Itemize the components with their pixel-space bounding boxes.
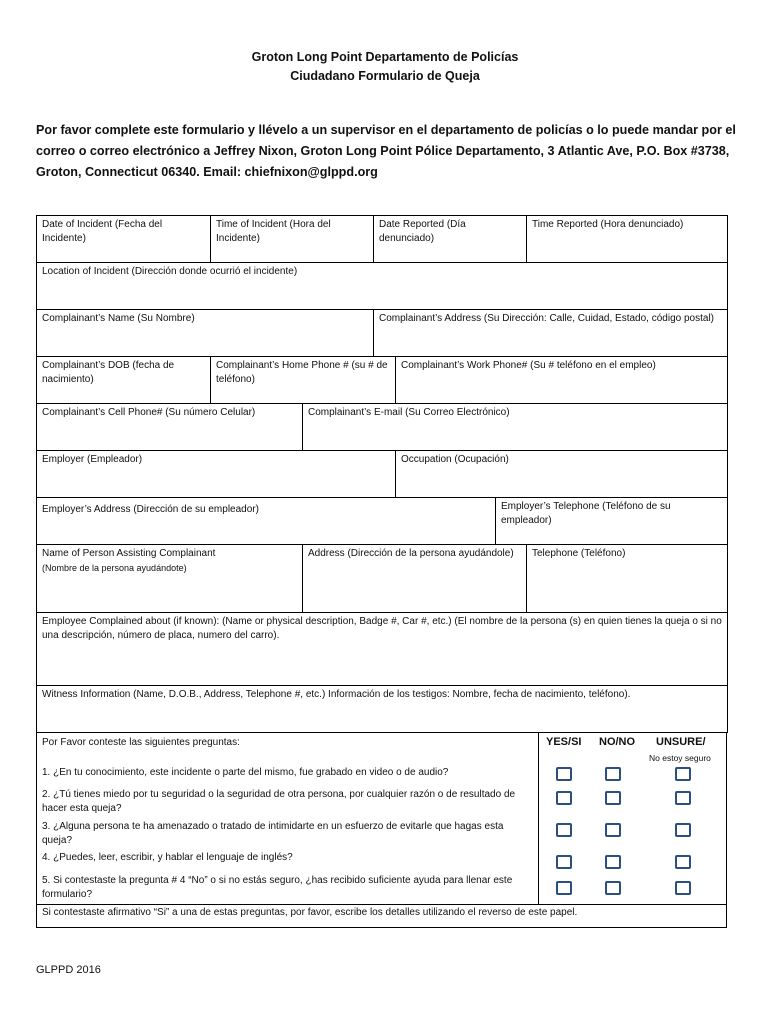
question-2: 2. ¿Tú tienes miedo por tu seguridad o la seguridad de otra persona, por cualquier razón o de resultado de hacer esta queja? bbox=[42, 789, 516, 814]
field-time-of-incident[interactable]: Time of Incident (Hora del Incidente) bbox=[211, 216, 374, 263]
field-witness-information[interactable]: Witness Information (Name, D.O.B., Address, Telephone #, etc.) Información de los testigos: Nombre, fecha de nacimiento, teléfono). bbox=[37, 686, 728, 733]
q1-no-checkbox[interactable] bbox=[605, 767, 621, 781]
questions-divider bbox=[37, 904, 726, 905]
field-complainant-name[interactable]: Complainant’s Name (Su Nombre) bbox=[37, 310, 374, 357]
q2-unsure-checkbox[interactable] bbox=[675, 791, 691, 805]
field-home-phone[interactable]: Complainant’s Home Phone # (su # de teléfono) bbox=[211, 357, 396, 404]
question-3: 3. ¿Alguna persona te ha amenazado o tratado de intimidarte en un esfuerzo de evitarle que hagas esta queja? bbox=[42, 821, 504, 846]
field-assisting-person-name[interactable] bbox=[37, 545, 303, 613]
q5-unsure-checkbox[interactable] bbox=[675, 881, 691, 895]
yes-column-header: YES/SI bbox=[546, 736, 582, 748]
no-column-header: NO/NO bbox=[599, 736, 636, 748]
q5-no-checkbox[interactable] bbox=[605, 881, 621, 895]
assisting-name-label-es: (Nombre de la persona ayudándote) bbox=[42, 563, 187, 573]
unsure-subheader: No estoy seguro bbox=[649, 753, 711, 763]
questions-heading: Por Favor conteste las siguientes preguntas: bbox=[42, 737, 240, 748]
instructions: Por favor complete este formulario y llévelo a un supervisor en el departamento de policías o lo puede mandar por el correo o correo electrónico a Jeffrey Nixon, Groton Long Point Pólice Departamento, 3 Atlantic Ave, P.O. Box #3738, Groton, Connecticut 06340. Email: chiefnixon@glppd.org bbox=[36, 123, 736, 179]
field-time-reported[interactable]: Time Reported (Hora denunciado) bbox=[527, 216, 728, 263]
field-employer[interactable]: Employer (Empleador) bbox=[37, 451, 396, 498]
field-date-reported[interactable]: Date Reported (Día denunciado) bbox=[374, 216, 527, 263]
field-employee-complained-about[interactable]: Employee Complained about (if known): (Name or physical description, Badge #, Car #, etc.) (El nombre de la persona (s) en quien tienes la queja o si no una descripción, número de placa, numero del carro). bbox=[37, 613, 728, 686]
field-occupation[interactable]: Occupation (Ocupación) bbox=[396, 451, 728, 498]
q3-unsure-checkbox[interactable] bbox=[675, 823, 691, 837]
q2-yes-checkbox[interactable] bbox=[556, 791, 572, 805]
q1-unsure-checkbox[interactable] bbox=[675, 767, 691, 781]
field-assisting-person-address[interactable]: Address (Dirección de la persona ayudándole) bbox=[303, 545, 527, 613]
q4-unsure-checkbox[interactable] bbox=[675, 855, 691, 869]
assisting-name-label: Name of Person Assisting Complainant bbox=[42, 548, 216, 559]
form-subtitle: Ciudadano Formulario de Queja bbox=[290, 69, 480, 83]
question-4: 4. ¿Puedes, leer, escribir, y hablar el lenguaje de inglés? bbox=[42, 852, 293, 863]
questions-footer-note: Si contestaste afirmativo “Si” a una de estas preguntas, por favor, escribe los detalles utilizando el reverso de este papel. bbox=[42, 907, 578, 918]
field-complainant-address[interactable]: Complainant’s Address (Su Dirección: Calle, Cuidad, Estado, código postal) bbox=[374, 310, 728, 357]
field-date-of-incident[interactable]: Date of Incident (Fecha del Incidente) bbox=[37, 216, 211, 263]
unsure-column-header: UNSURE/ bbox=[656, 736, 706, 748]
field-work-phone[interactable]: Complainant’s Work Phone# (Su # teléfono en el empleo) bbox=[396, 357, 728, 404]
field-assisting-person-phone[interactable]: Telephone (Teléfono) bbox=[527, 545, 728, 613]
q3-yes-checkbox[interactable] bbox=[556, 823, 572, 837]
column-divider bbox=[538, 733, 539, 905]
field-employer-telephone[interactable]: Employer’s Telephone (Teléfono de su empleador) bbox=[496, 498, 728, 545]
field-location-of-incident[interactable]: Location of Incident (Dirección donde ocurrió el incidente) bbox=[37, 263, 728, 310]
question-1: 1. ¿En tu conocimiento, este incidente o parte del mismo, fue grabado en video o de audio? bbox=[42, 767, 449, 778]
field-employer-address[interactable]: Employer’s Address (Dirección de su empleador) bbox=[37, 498, 496, 545]
q3-no-checkbox[interactable] bbox=[605, 823, 621, 837]
q5-yes-checkbox[interactable] bbox=[556, 881, 572, 895]
q4-yes-checkbox[interactable] bbox=[556, 855, 572, 869]
field-cell-phone[interactable]: Complainant’s Cell Phone# (Su número Celular) bbox=[37, 404, 303, 451]
field-email[interactable]: Complainant’s E-mail (Su Correo Electrónico) bbox=[303, 404, 728, 451]
question-5: 5. Si contestaste la pregunta # 4 “No” o si no estás seguro, ¿has recibido suficiente ayuda para llenar este formulario? bbox=[42, 875, 513, 900]
field-complainant-dob[interactable]: Complainant’s DOB (fecha de nacimiento) bbox=[37, 357, 211, 404]
q1-yes-checkbox[interactable] bbox=[556, 767, 572, 781]
questions-section bbox=[36, 732, 727, 928]
q2-no-checkbox[interactable] bbox=[605, 791, 621, 805]
q4-no-checkbox[interactable] bbox=[605, 855, 621, 869]
complaint-form-table bbox=[36, 215, 728, 733]
form-title: Groton Long Point Departamento de Policías bbox=[251, 50, 519, 64]
page-footer: GLPPD 2016 bbox=[36, 964, 101, 976]
